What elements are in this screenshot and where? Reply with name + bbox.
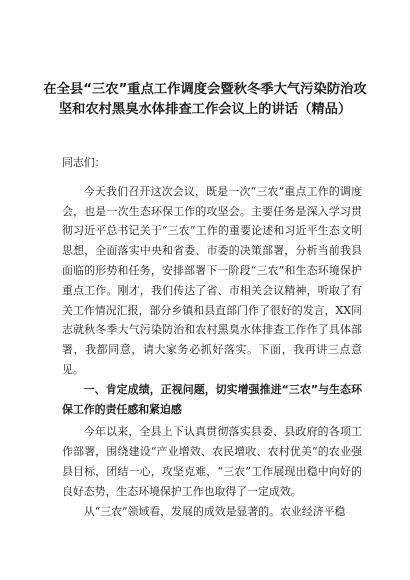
body-paragraph: 今年以来，全县上下认真贯彻落实县委、县政府的各项工作部署，围绕建设“产业增效、农民增收、农村优美”的农业强县目标，团结一心，攻坚克难，“三农”工作展现出稳中向好的良好态势，生态环境保护工作也取得了一定成效。 — [62, 425, 362, 498]
body-paragraph: 从“三农”领域看，发展的成效是显著的。农业经济平稳 — [83, 504, 346, 518]
section-heading: 一、肯定成绩，正视问题，切实增强推进“三农”与生态环保工作的责任感和紧迫感 — [62, 382, 362, 416]
document-body — [62, 153, 362, 518]
salutation: 同志们： — [62, 156, 106, 169]
document-title: 在全县“三农”重点工作调度会暨秋冬季大气污染防治攻坚和农村黑臭水体排查工作会议上的讲话（精品） — [43, 82, 367, 117]
body-paragraph: 今天我们召开这次会议，既是一次“三农”重点工作的调度会，也是一次生态环保工作的攻坚会。主要任务是深入学习贯彻习近平总书记关于“三农”工作的重要论述和习近平生态文明思想，全面落实中央和省委、市委的决策部署，分析当前我县面临的形势和任务，安排部署下一阶段“三农”和生态环境保护重点工作。刚才，我们传达了省、市相关会议精神，听取了有关工作情况汇报，部分乡镇和县直部门作了很好的发言，XX同志就秋冬季大气污染防治和农村黑臭水体排查工作作了具体部署，我都同意，请大家务必抓好落实。下面，我再讲三点意见。 — [62, 184, 362, 376]
